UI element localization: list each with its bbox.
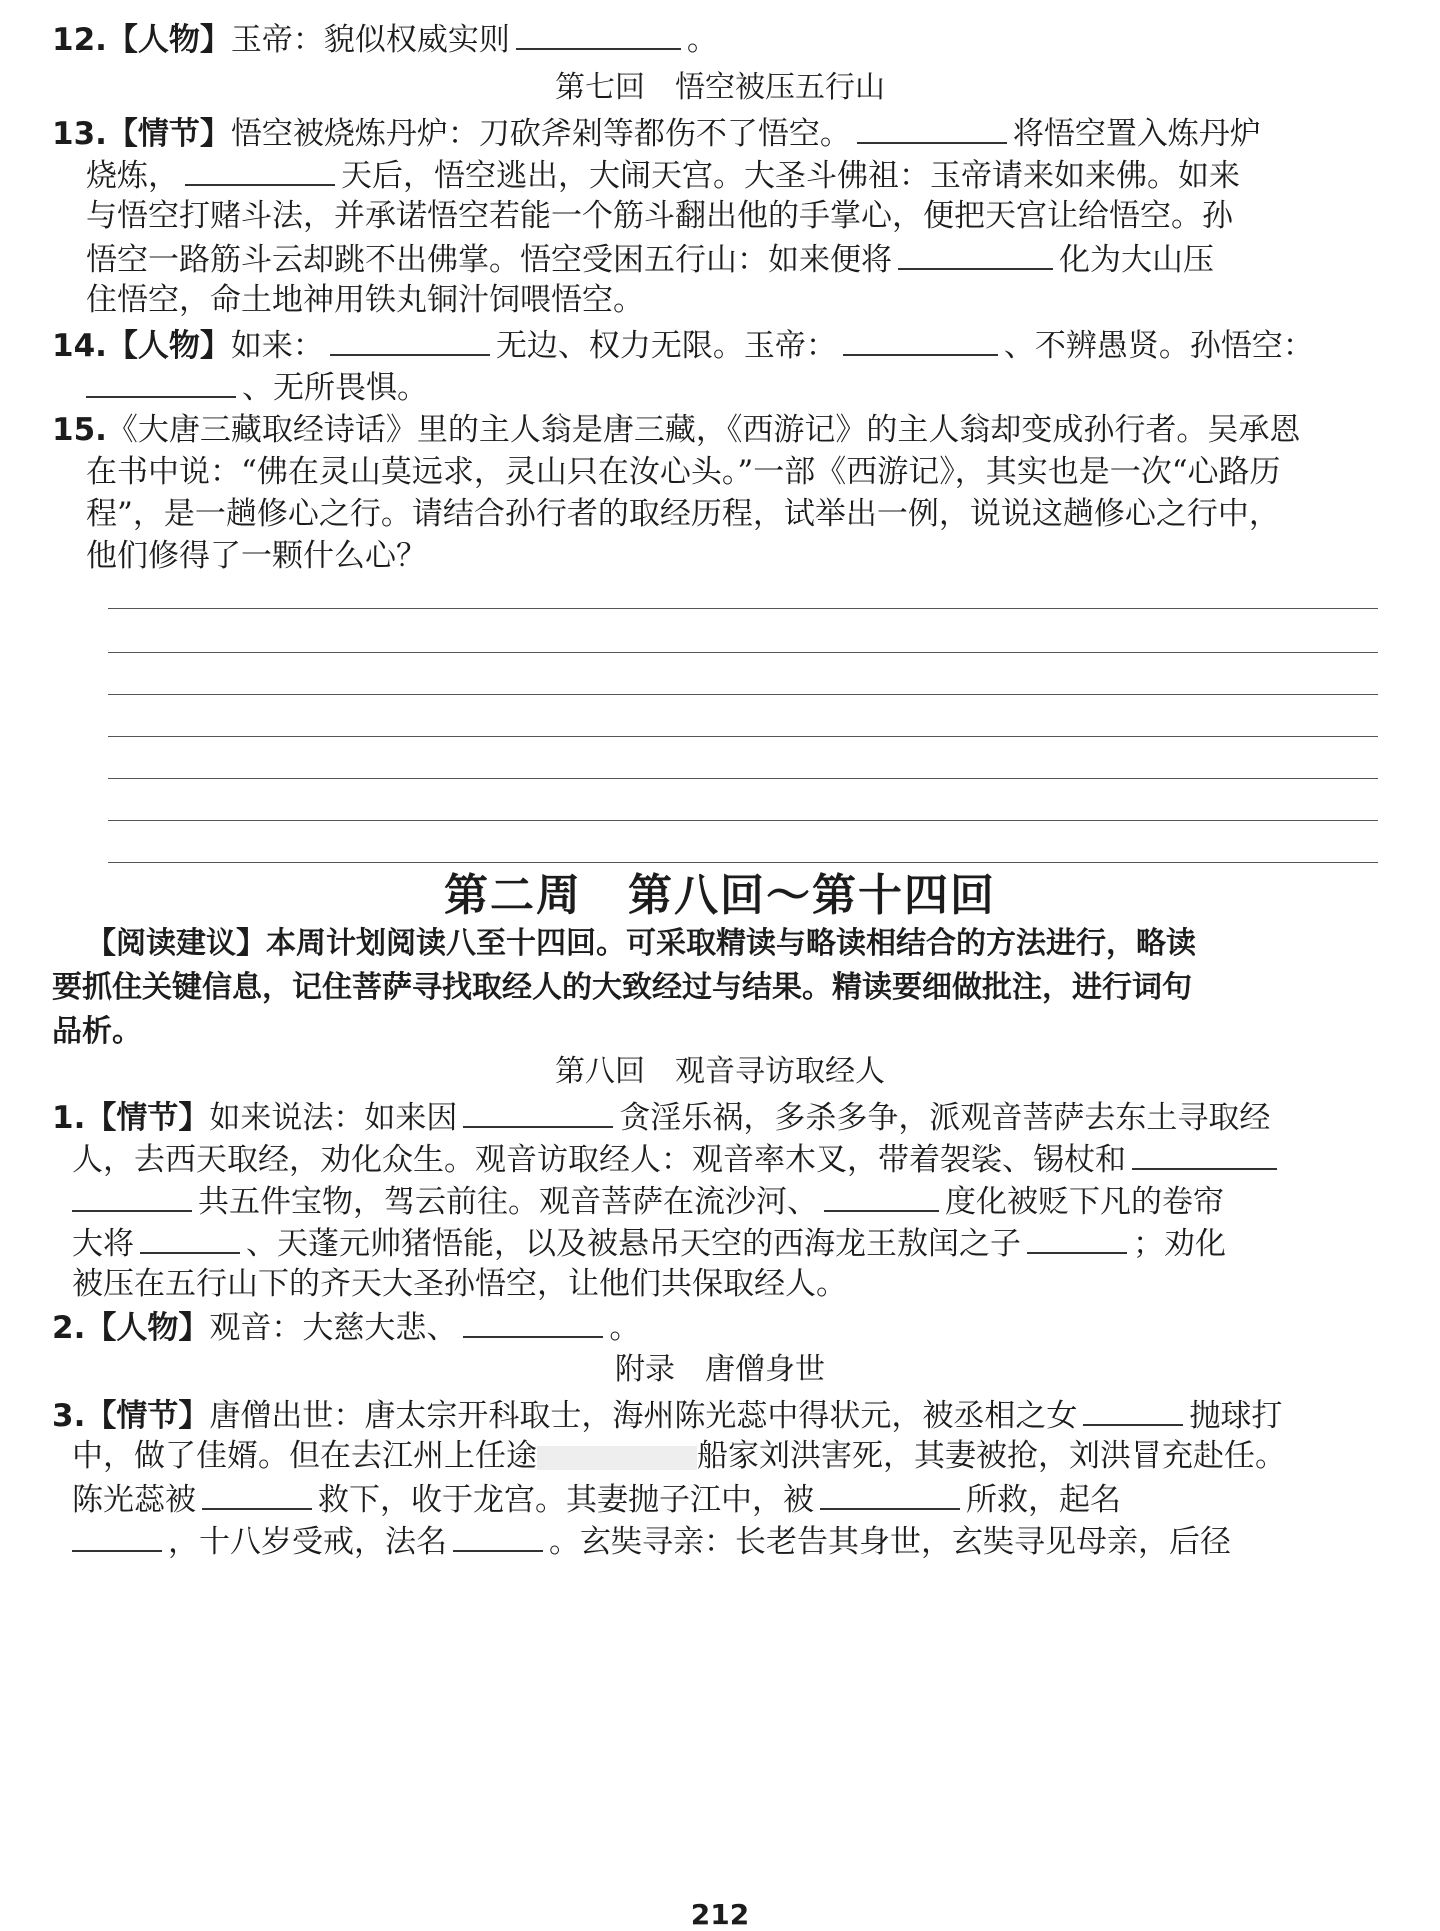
answer-blank[interactable] [202,1478,312,1510]
answer-blank[interactable] [857,112,1007,144]
answer-blank[interactable] [843,324,998,356]
question-text: ；劝化 [1133,1226,1226,1262]
question-text: 救下，收于龙宫。其妻抛子江中，被 [318,1482,814,1518]
appendix-title: 附录 唐僧身世 [615,1352,825,1387]
question-text: 大将 [72,1226,134,1262]
answer-line[interactable] [108,652,1378,653]
question-15-line-4: 他们修得了一颗什么心？ [86,538,427,574]
question-text: 所救，起名 [966,1482,1121,1518]
question-text: 悟空一路筋斗云却跳不出佛掌。悟空受困五行山：如来便将 [86,242,892,278]
question-text: 天后，悟空逃出，大闹天宫。大圣斗佛祖：玉帝请来如来佛。如来 [341,158,1240,194]
question-number: 14. [52,328,107,364]
question-text: 、天蓬元帅猪悟能，以及被悬吊天空的西海龙王敖闰之子 [246,1226,1021,1262]
question-text: 共五件宝物，驾云前往。观音菩萨在流沙河、 [198,1184,818,1220]
week2-question-1-line-3 [72,1180,1440,1222]
answer-line[interactable] [108,778,1378,779]
question-15-line-1 [52,410,1440,450]
question-text: 。 [609,1310,641,1346]
answer-blank[interactable] [330,324,490,356]
question-text: 、无所畏惧。 [242,370,428,406]
answer-line[interactable] [108,862,1378,863]
question-tag: 【人物】 [106,328,231,364]
answer-blank[interactable] [820,1478,960,1510]
answer-line[interactable] [108,694,1378,695]
question-15-line-3: 程”，是一趟修心之行。请结合孙行者的取经历程，试举出一例，说说这趟修心之行中， [86,496,1280,532]
question-text: 唐僧出世：唐太宗开科取士，海州陈光蕊中得状元，被丞相之女 [209,1398,1078,1434]
answer-blank[interactable] [86,366,236,398]
question-number: 12. [52,22,107,58]
question-text: 《大唐三藏取经诗话》里的主人翁是唐三藏，《西游记》的主人翁却变成孙行者。吴承恩 [106,412,1301,448]
question-tag: 【人物】 [85,1310,210,1346]
question-text: 船家刘洪害死，其妻被抢，刘洪冒充赴任。 [697,1438,1286,1474]
answer-line[interactable] [108,608,1378,609]
question-number: 15. [52,412,107,448]
week2-question-3-line-4 [72,1520,1440,1562]
week2-question-1-line-2 [72,1138,1440,1180]
question-text: 如来： [230,328,324,364]
question-text: 无边、权力无限。玉帝： [495,328,837,364]
question-text: 。玄奘寻亲：长老告其身世，玄奘寻见母亲，后径 [549,1524,1231,1560]
question-text: 烧炼， [86,158,179,194]
week2-question-1-line-5: 被压在五行山下的齐天大圣孙悟空，让他们共保取经人。 [72,1266,847,1302]
answer-blank[interactable] [1027,1222,1127,1254]
answer-blank[interactable] [1083,1394,1183,1426]
question-12 [52,18,1440,60]
question-13-line-5: 住悟空，命土地神用铁丸铜汁饲喂悟空。 [86,282,644,318]
reading-advice-line-1: 【阅读建议】本周计划阅读八至十四回。可采取精读与略读相结合的方法进行，略读 [86,926,1196,961]
question-13-line-3: 与悟空打赌斗法，并承诺悟空若能一个筋斗翻出他的手掌心，便把天宫让给悟空。孙 [86,198,1233,234]
question-tag: 【人物】 [106,22,231,58]
answer-blank[interactable] [463,1096,613,1128]
question-text: 玉帝：貌似权威实则 [230,22,510,58]
question-text: 化为大山压 [1059,242,1214,278]
question-tag: 【情节】 [85,1398,210,1434]
question-number: 2. [52,1310,86,1346]
question-number: 1. [52,1100,86,1136]
week2-question-1-line-4 [72,1222,1440,1264]
print-smudge [537,1446,697,1470]
page-number: 212 [690,1898,750,1931]
week2-question-3-line-1 [52,1394,1440,1436]
question-tag: 【情节】 [106,116,231,152]
question-14-line-2 [86,366,1440,408]
answer-line[interactable] [108,820,1378,821]
answer-blank[interactable] [185,154,335,186]
question-text: 贪淫乐祸，多杀多争，派观音菩萨去东土寻取经 [619,1100,1271,1136]
question-text: 观音：大慈大悲、 [209,1310,458,1346]
question-tag: 【情节】 [85,1100,210,1136]
answer-line[interactable] [108,736,1378,737]
question-text: 度化被贬下凡的卷帘 [945,1184,1224,1220]
question-13-line-2 [86,154,1440,196]
question-text: 将悟空置入炼丹炉 [1012,116,1261,152]
chapter-8-title: 第八回 观音寻访取经人 [555,1054,885,1089]
question-text: 人，去西天取经，劝化众生。观音访取经人：观音率木叉，带着袈裟、锡杖和 [72,1142,1126,1178]
reading-advice-line-2: 要抓住关键信息，记住菩萨寻找取经人的大致经过与结果。精读要细做批注，进行词句 [52,970,1192,1005]
question-number: 3. [52,1398,86,1434]
answer-blank[interactable] [72,1180,192,1212]
answer-blank[interactable] [453,1520,543,1552]
answer-blank[interactable] [463,1306,603,1338]
answer-blank[interactable] [72,1520,162,1552]
answer-blank[interactable] [516,18,681,50]
week2-question-1-line-1 [52,1096,1440,1138]
reading-advice-line-3: 品析。 [52,1014,142,1049]
question-text: 如来说法：如来因 [209,1100,458,1136]
question-text: 抛球打 [1189,1398,1283,1434]
week2-question-3-line-2 [72,1436,1440,1476]
question-text: 陈光蕊被 [72,1482,196,1518]
question-text: 中，做了佳婿。但在去江州上任途 [72,1438,537,1474]
week2-question-2 [52,1306,1440,1348]
answer-blank[interactable] [1132,1138,1277,1170]
question-14-line-1 [52,324,1440,366]
question-text: 悟空被烧炼丹炉：刀砍斧剁等都伤不了悟空。 [230,116,851,152]
question-text: ，十八岁受戒，法名 [168,1524,447,1560]
answer-blank[interactable] [140,1222,240,1254]
week-2-title: 第二周 第八回～第十四回 [444,870,996,921]
question-13-line-1 [52,112,1440,154]
week2-question-3-line-3 [72,1478,1440,1520]
answer-blank[interactable] [898,238,1053,270]
question-number: 13. [52,116,107,152]
question-text: 、不辨愚贤。孙悟空： [1003,328,1314,364]
question-13-line-4 [86,238,1440,280]
question-15-line-2: 在书中说：“佛在灵山莫远求，灵山只在汝心头。”一部《西游记》，其实也是一次“心路历 [86,454,1281,490]
chapter-7-title: 第七回 悟空被压五行山 [555,70,885,105]
answer-blank[interactable] [824,1180,939,1212]
question-text: 。 [686,22,718,58]
